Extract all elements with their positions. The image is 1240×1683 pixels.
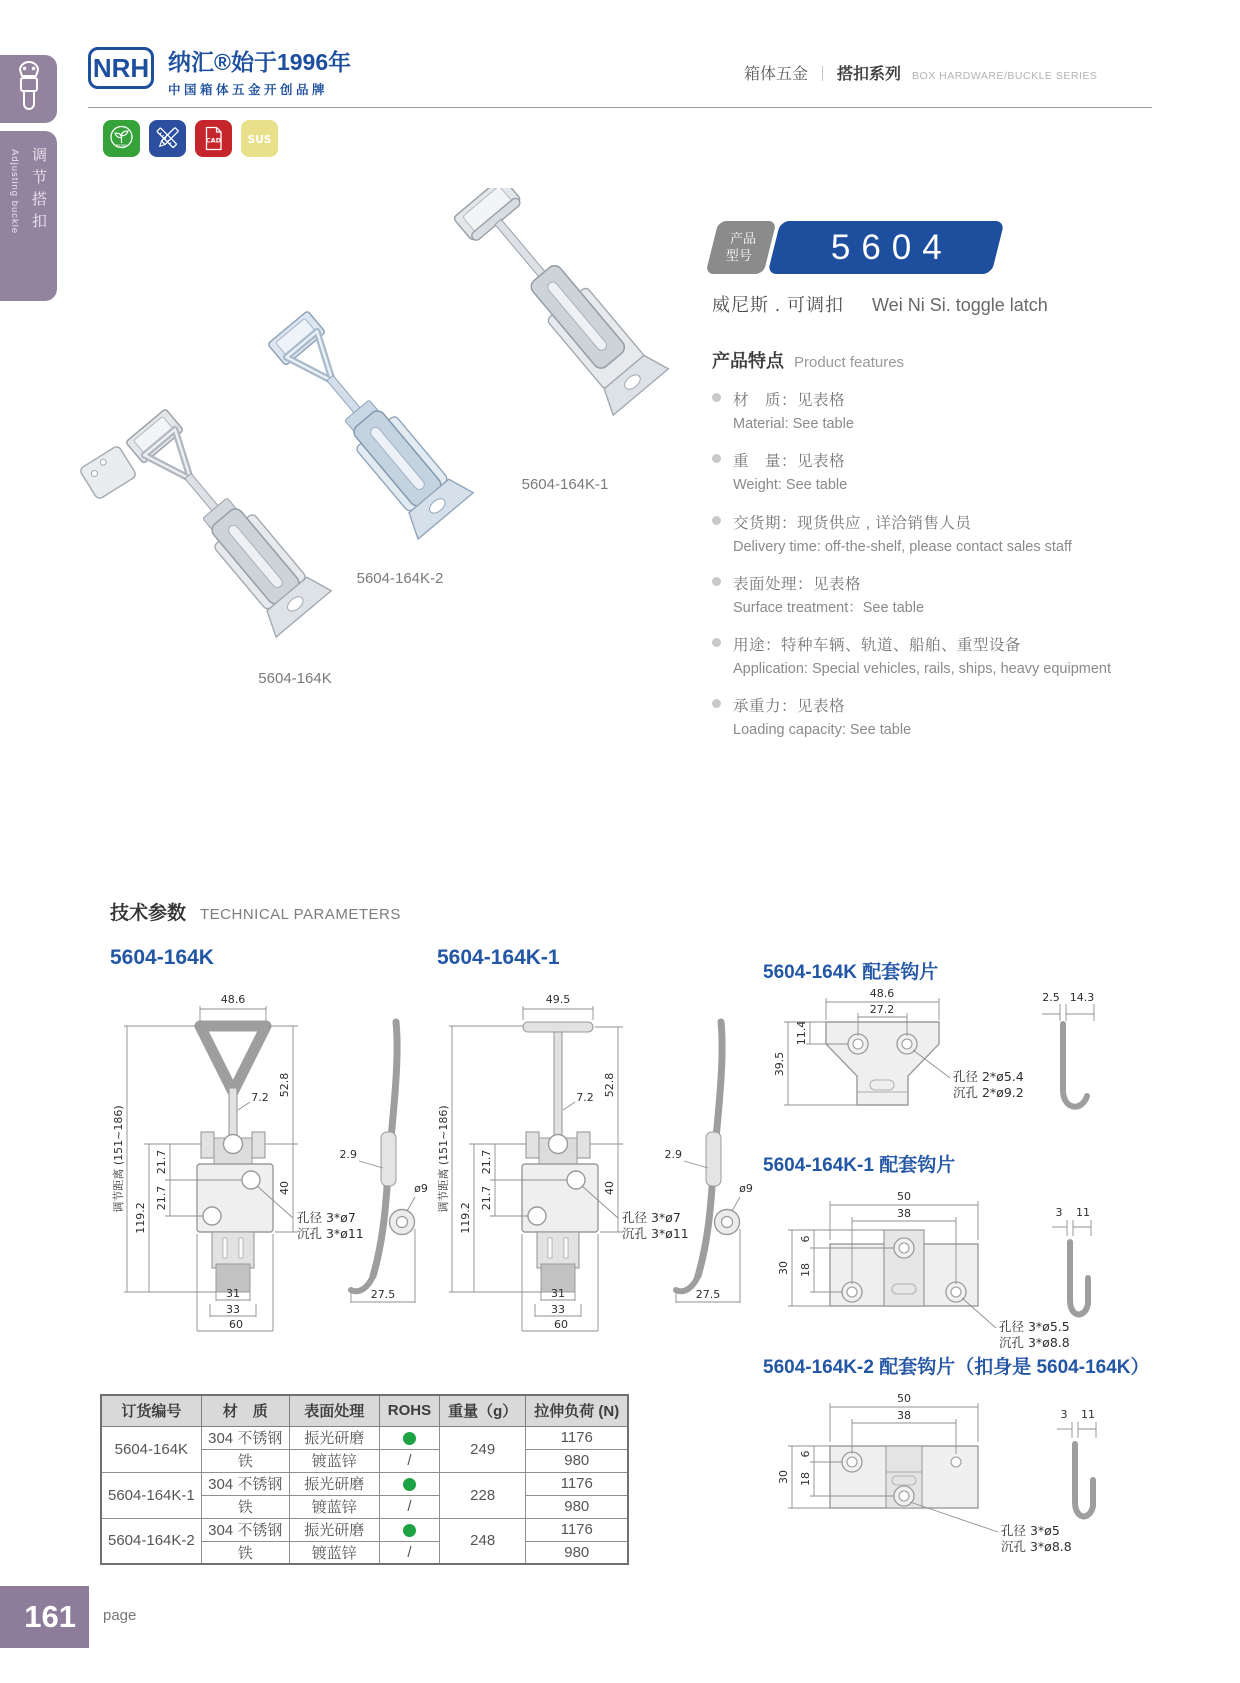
- front-view: [826, 1022, 939, 1105]
- surface-cell: 振光研磨: [289, 1426, 379, 1449]
- svg-text:40: 40: [278, 1181, 291, 1195]
- badge-line2: 型号: [725, 247, 752, 263]
- model-badge-label: [705, 221, 776, 274]
- surface-cell: 镀蓝锌: [289, 1449, 379, 1472]
- material-cell: 304 不锈钢: [201, 1472, 289, 1495]
- svg-text:3: 3: [1060, 1408, 1068, 1421]
- svg-text:CAD: CAD: [205, 136, 222, 145]
- model-number: 5604: [830, 227, 953, 267]
- rohs-cell: [379, 1472, 439, 1495]
- header-load: 拉伸负荷 (N): [526, 1395, 629, 1426]
- product-name: [712, 291, 1048, 317]
- svg-text:沉孔 3*ø8.8: 沉孔 3*ø8.8: [1001, 1539, 1072, 1554]
- svg-text:调节距离 (151~186): 调节距离 (151~186): [112, 1105, 125, 1213]
- product-name-en: Wei Ni Si. toggle latch: [872, 295, 1048, 315]
- model-cell: 5604-164K-1: [101, 1472, 201, 1518]
- drawing-164k-hook: [758, 988, 1168, 1148]
- series-category: 箱体五金: [744, 66, 809, 83]
- drawing-164k-1: [425, 982, 760, 1332]
- svg-text:调节距离 (151~186): 调节距离 (151~186): [437, 1105, 450, 1213]
- dimensions: [436, 993, 753, 1331]
- photo-label-164k-2: 5604-164K-2: [356, 570, 444, 587]
- surface-cell: 振光研磨: [289, 1518, 379, 1541]
- cert-icon-row: [103, 120, 278, 157]
- svg-text:7.2: 7.2: [251, 1091, 269, 1104]
- svg-text:38: 38: [897, 1409, 911, 1422]
- rohs-pass-dot: [403, 1432, 416, 1445]
- surface-cell: 振光研磨: [289, 1472, 379, 1495]
- latch-photo-164k: [75, 395, 331, 668]
- load-cell: 980: [526, 1449, 629, 1472]
- svg-text:沉孔 3*ø11: 沉孔 3*ø11: [622, 1226, 689, 1241]
- header-divider: [88, 107, 1152, 108]
- header-material: 材 质: [201, 1395, 289, 1426]
- svg-text:38: 38: [897, 1207, 911, 1220]
- bullet-icon: [712, 638, 721, 647]
- product-features: [712, 347, 1148, 741]
- svg-text:27.5: 27.5: [370, 1288, 396, 1301]
- weight-cell: 248: [440, 1518, 526, 1564]
- svg-text:18: 18: [799, 1472, 812, 1486]
- product-photos: [55, 188, 690, 733]
- svg-text:孔径 3*ø5.5: 孔径 3*ø5.5: [999, 1319, 1070, 1334]
- svg-text:14.3: 14.3: [1069, 991, 1095, 1004]
- tech-title-en: TECHNICAL PARAMETERS: [200, 906, 401, 923]
- header-weight: 重量（g）: [440, 1395, 526, 1426]
- material-cell: 304 不锈钢: [201, 1426, 289, 1449]
- model-badge: [767, 221, 1004, 274]
- table-row: [101, 1426, 628, 1449]
- model-cell: 5604-164K-2: [101, 1518, 201, 1564]
- side-view: [351, 1022, 415, 1291]
- svg-text:沉孔 3*ø8.8: 沉孔 3*ø8.8: [999, 1335, 1070, 1350]
- feature-surface: 表面处理：见表格 Surface treatment：See table: [712, 572, 1148, 618]
- series-breadcrumb: [744, 61, 1097, 84]
- photo-label-164k-1: 5604-164K-1: [521, 476, 609, 493]
- drawing-title-164k-hook: 5604-164K 配套钩片: [763, 962, 939, 983]
- side-view: [676, 1022, 740, 1291]
- load-cell: 980: [526, 1495, 629, 1518]
- header-rohs: ROHS: [379, 1395, 439, 1426]
- weight-cell: 249: [440, 1426, 526, 1472]
- svg-text:119.2: 119.2: [459, 1202, 472, 1234]
- svg-text:49.5: 49.5: [545, 993, 571, 1006]
- drawing-title-164k: 5604-164K: [110, 946, 214, 969]
- header-order-no: 订货编号: [101, 1395, 201, 1426]
- material-cell: 铁: [201, 1449, 289, 1472]
- bullet-icon: [712, 454, 721, 463]
- surface-cell: 镀蓝锌: [289, 1495, 379, 1518]
- svg-text:39.5: 39.5: [773, 1051, 786, 1077]
- svg-text:ROHS: ROHS: [116, 142, 127, 148]
- front-view: [830, 1446, 978, 1508]
- load-cell: 1176: [526, 1426, 629, 1449]
- feature-load: 承重力：见表格 Loading capacity: See table: [712, 694, 1148, 740]
- svg-text:52.8: 52.8: [603, 1072, 616, 1098]
- svg-text:孔径 3*ø5: 孔径 3*ø5: [1001, 1523, 1060, 1538]
- feature-weight: 重 量：见表格 Weight: See table: [712, 449, 1148, 495]
- header-surface: 表面处理: [289, 1395, 379, 1426]
- features-title-en: Product features: [794, 354, 905, 371]
- sidebar-category-label-cn: 调节搭扣: [30, 147, 47, 235]
- svg-text:沉孔 2*ø9.2: 沉孔 2*ø9.2: [953, 1085, 1024, 1100]
- rohs-cell: /: [379, 1541, 439, 1564]
- brand-block: [168, 44, 351, 98]
- bullet-icon: [712, 577, 721, 586]
- dimensions: [111, 993, 428, 1331]
- series-name-en: BOX HARDWARE/BUCKLE SERIES: [912, 70, 1098, 82]
- svg-text:6: 6: [799, 1235, 812, 1243]
- svg-text:2.5: 2.5: [1042, 991, 1060, 1004]
- weight-cell: 228: [440, 1472, 526, 1518]
- svg-text:11.4: 11.4: [795, 1020, 808, 1046]
- cad-file-icon: [195, 120, 232, 157]
- series-separator: ｜: [815, 66, 831, 83]
- table-row: [101, 1472, 628, 1495]
- nrh-logo: [88, 47, 154, 89]
- side-view: [1063, 1024, 1087, 1107]
- latch-photo-164k-2: [260, 304, 473, 539]
- svg-text:31: 31: [551, 1287, 565, 1300]
- page-number-badge: [0, 1586, 89, 1648]
- svg-text:30: 30: [777, 1470, 790, 1484]
- svg-text:48.6: 48.6: [869, 988, 895, 1000]
- features-title-cn: 产品特点: [712, 351, 784, 371]
- svg-text:2.9: 2.9: [664, 1148, 682, 1161]
- svg-text:21.7: 21.7: [155, 1185, 168, 1211]
- svg-text:18: 18: [799, 1263, 812, 1277]
- material-cell: 铁: [201, 1495, 289, 1518]
- drawing-164k-1-hook: [758, 1182, 1168, 1352]
- svg-text:21.7: 21.7: [480, 1185, 493, 1211]
- side-view: [1075, 1444, 1093, 1516]
- latch-photo-164k-1: [450, 188, 668, 415]
- design-tools-icon: [149, 120, 186, 157]
- sidebar-category-label-en: Adjusting buckle: [9, 149, 20, 235]
- svg-text:50: 50: [897, 1190, 911, 1203]
- product-photo-illustration: [55, 188, 690, 733]
- rohs-cell: [379, 1518, 439, 1541]
- drawing-title-164k-2-hook: 5604-164K-2 配套钩片（扣身是 5604-164K）: [763, 1357, 1150, 1378]
- series-name: 搭扣系列: [837, 66, 902, 83]
- bullet-icon: [712, 516, 721, 525]
- drawing-164k: [100, 982, 435, 1332]
- svg-text:孔径 2*ø5.4: 孔径 2*ø5.4: [953, 1069, 1024, 1084]
- svg-text:33: 33: [551, 1303, 565, 1316]
- svg-text:21.7: 21.7: [155, 1149, 168, 1175]
- svg-text:52.8: 52.8: [278, 1072, 291, 1098]
- svg-text:11: 11: [1081, 1408, 1095, 1421]
- side-view: [1070, 1242, 1088, 1314]
- photo-label-164k: 5604-164K: [258, 670, 332, 687]
- sus-material-icon: [241, 120, 278, 157]
- svg-text:2.9: 2.9: [339, 1148, 357, 1161]
- bullet-icon: [712, 393, 721, 402]
- svg-text:48.6: 48.6: [220, 993, 246, 1006]
- feature-material: 材 质：见表格 Material: See table: [712, 388, 1148, 434]
- drawing-title-164k-1-hook: 5604-164K-1 配套钩片: [763, 1155, 956, 1176]
- load-cell: 980: [526, 1541, 629, 1564]
- svg-text:31: 31: [226, 1287, 240, 1300]
- svg-text:33: 33: [226, 1303, 240, 1316]
- drawing-title-164k-1: 5604-164K-1: [437, 946, 560, 969]
- nrh-logo-text: NRH: [92, 52, 150, 83]
- svg-text:60: 60: [229, 1318, 243, 1331]
- page-label: page: [103, 1607, 137, 1624]
- feature-application: 用途：特种车辆、轨道、船舶、重型设备 Application: Special vehicles, rails, ships, heavy equipment: [712, 633, 1148, 679]
- badge-line1: 产品: [730, 230, 757, 246]
- rohs-cell: [379, 1426, 439, 1449]
- svg-text:3: 3: [1055, 1206, 1063, 1219]
- load-cell: 1176: [526, 1518, 629, 1541]
- svg-text:孔径 3*ø7: 孔径 3*ø7: [622, 1210, 681, 1225]
- svg-text:119.2: 119.2: [134, 1202, 147, 1234]
- svg-text:27.2: 27.2: [869, 1003, 895, 1016]
- latch-icon: [0, 55, 57, 123]
- front-view: [197, 1026, 273, 1292]
- spec-table-header-row: [101, 1395, 628, 1426]
- table-row: [101, 1518, 628, 1541]
- sidebar-category-icon-tab: [0, 55, 57, 123]
- model-cell: 5604-164K: [101, 1426, 201, 1472]
- brand-subtitle: 中国箱体五金开创品牌: [168, 83, 329, 97]
- svg-text:沉孔 3*ø11: 沉孔 3*ø11: [297, 1226, 364, 1241]
- svg-text:SUS: SUS: [247, 134, 272, 146]
- page-number: 161: [24, 1599, 76, 1634]
- rohs-cell: /: [379, 1449, 439, 1472]
- svg-text:ø9: ø9: [739, 1182, 753, 1195]
- svg-text:27.5: 27.5: [695, 1288, 721, 1301]
- tech-title-cn: 技术参数: [110, 903, 187, 924]
- svg-text:60: 60: [554, 1318, 568, 1331]
- load-cell: 1176: [526, 1472, 629, 1495]
- sidebar-category-tab: [0, 131, 57, 301]
- brand-title: 纳汇®始于1996年: [168, 49, 352, 75]
- feature-delivery: 交货期：现货供应 , 详洽销售人员 Delivery time: off-the-shelf, please contact sales staff: [712, 511, 1148, 557]
- rohs-pass-dot: [403, 1478, 416, 1491]
- rohs-pass-dot: [403, 1524, 416, 1537]
- product-name-cn: 威尼斯 . 可调扣: [712, 295, 845, 315]
- svg-text:孔径 3*ø7: 孔径 3*ø7: [297, 1210, 356, 1225]
- svg-text:11: 11: [1076, 1206, 1090, 1219]
- eco-rohs-icon: [103, 120, 140, 157]
- material-cell: 铁: [201, 1541, 289, 1564]
- material-cell: 304 不锈钢: [201, 1518, 289, 1541]
- svg-text:ø9: ø9: [414, 1182, 428, 1195]
- rohs-cell: /: [379, 1495, 439, 1518]
- svg-text:21.7: 21.7: [480, 1149, 493, 1175]
- surface-cell: 镀蓝锌: [289, 1541, 379, 1564]
- front-view: [522, 1022, 598, 1292]
- spec-table: [100, 1394, 629, 1565]
- svg-text:30: 30: [777, 1261, 790, 1275]
- drawing-164k-2-hook: [758, 1384, 1178, 1554]
- svg-text:7.2: 7.2: [576, 1091, 594, 1104]
- svg-text:6: 6: [799, 1450, 812, 1458]
- svg-text:50: 50: [897, 1392, 911, 1405]
- tech-section-title: [110, 898, 401, 925]
- svg-text:40: 40: [603, 1181, 616, 1195]
- bullet-icon: [712, 699, 721, 708]
